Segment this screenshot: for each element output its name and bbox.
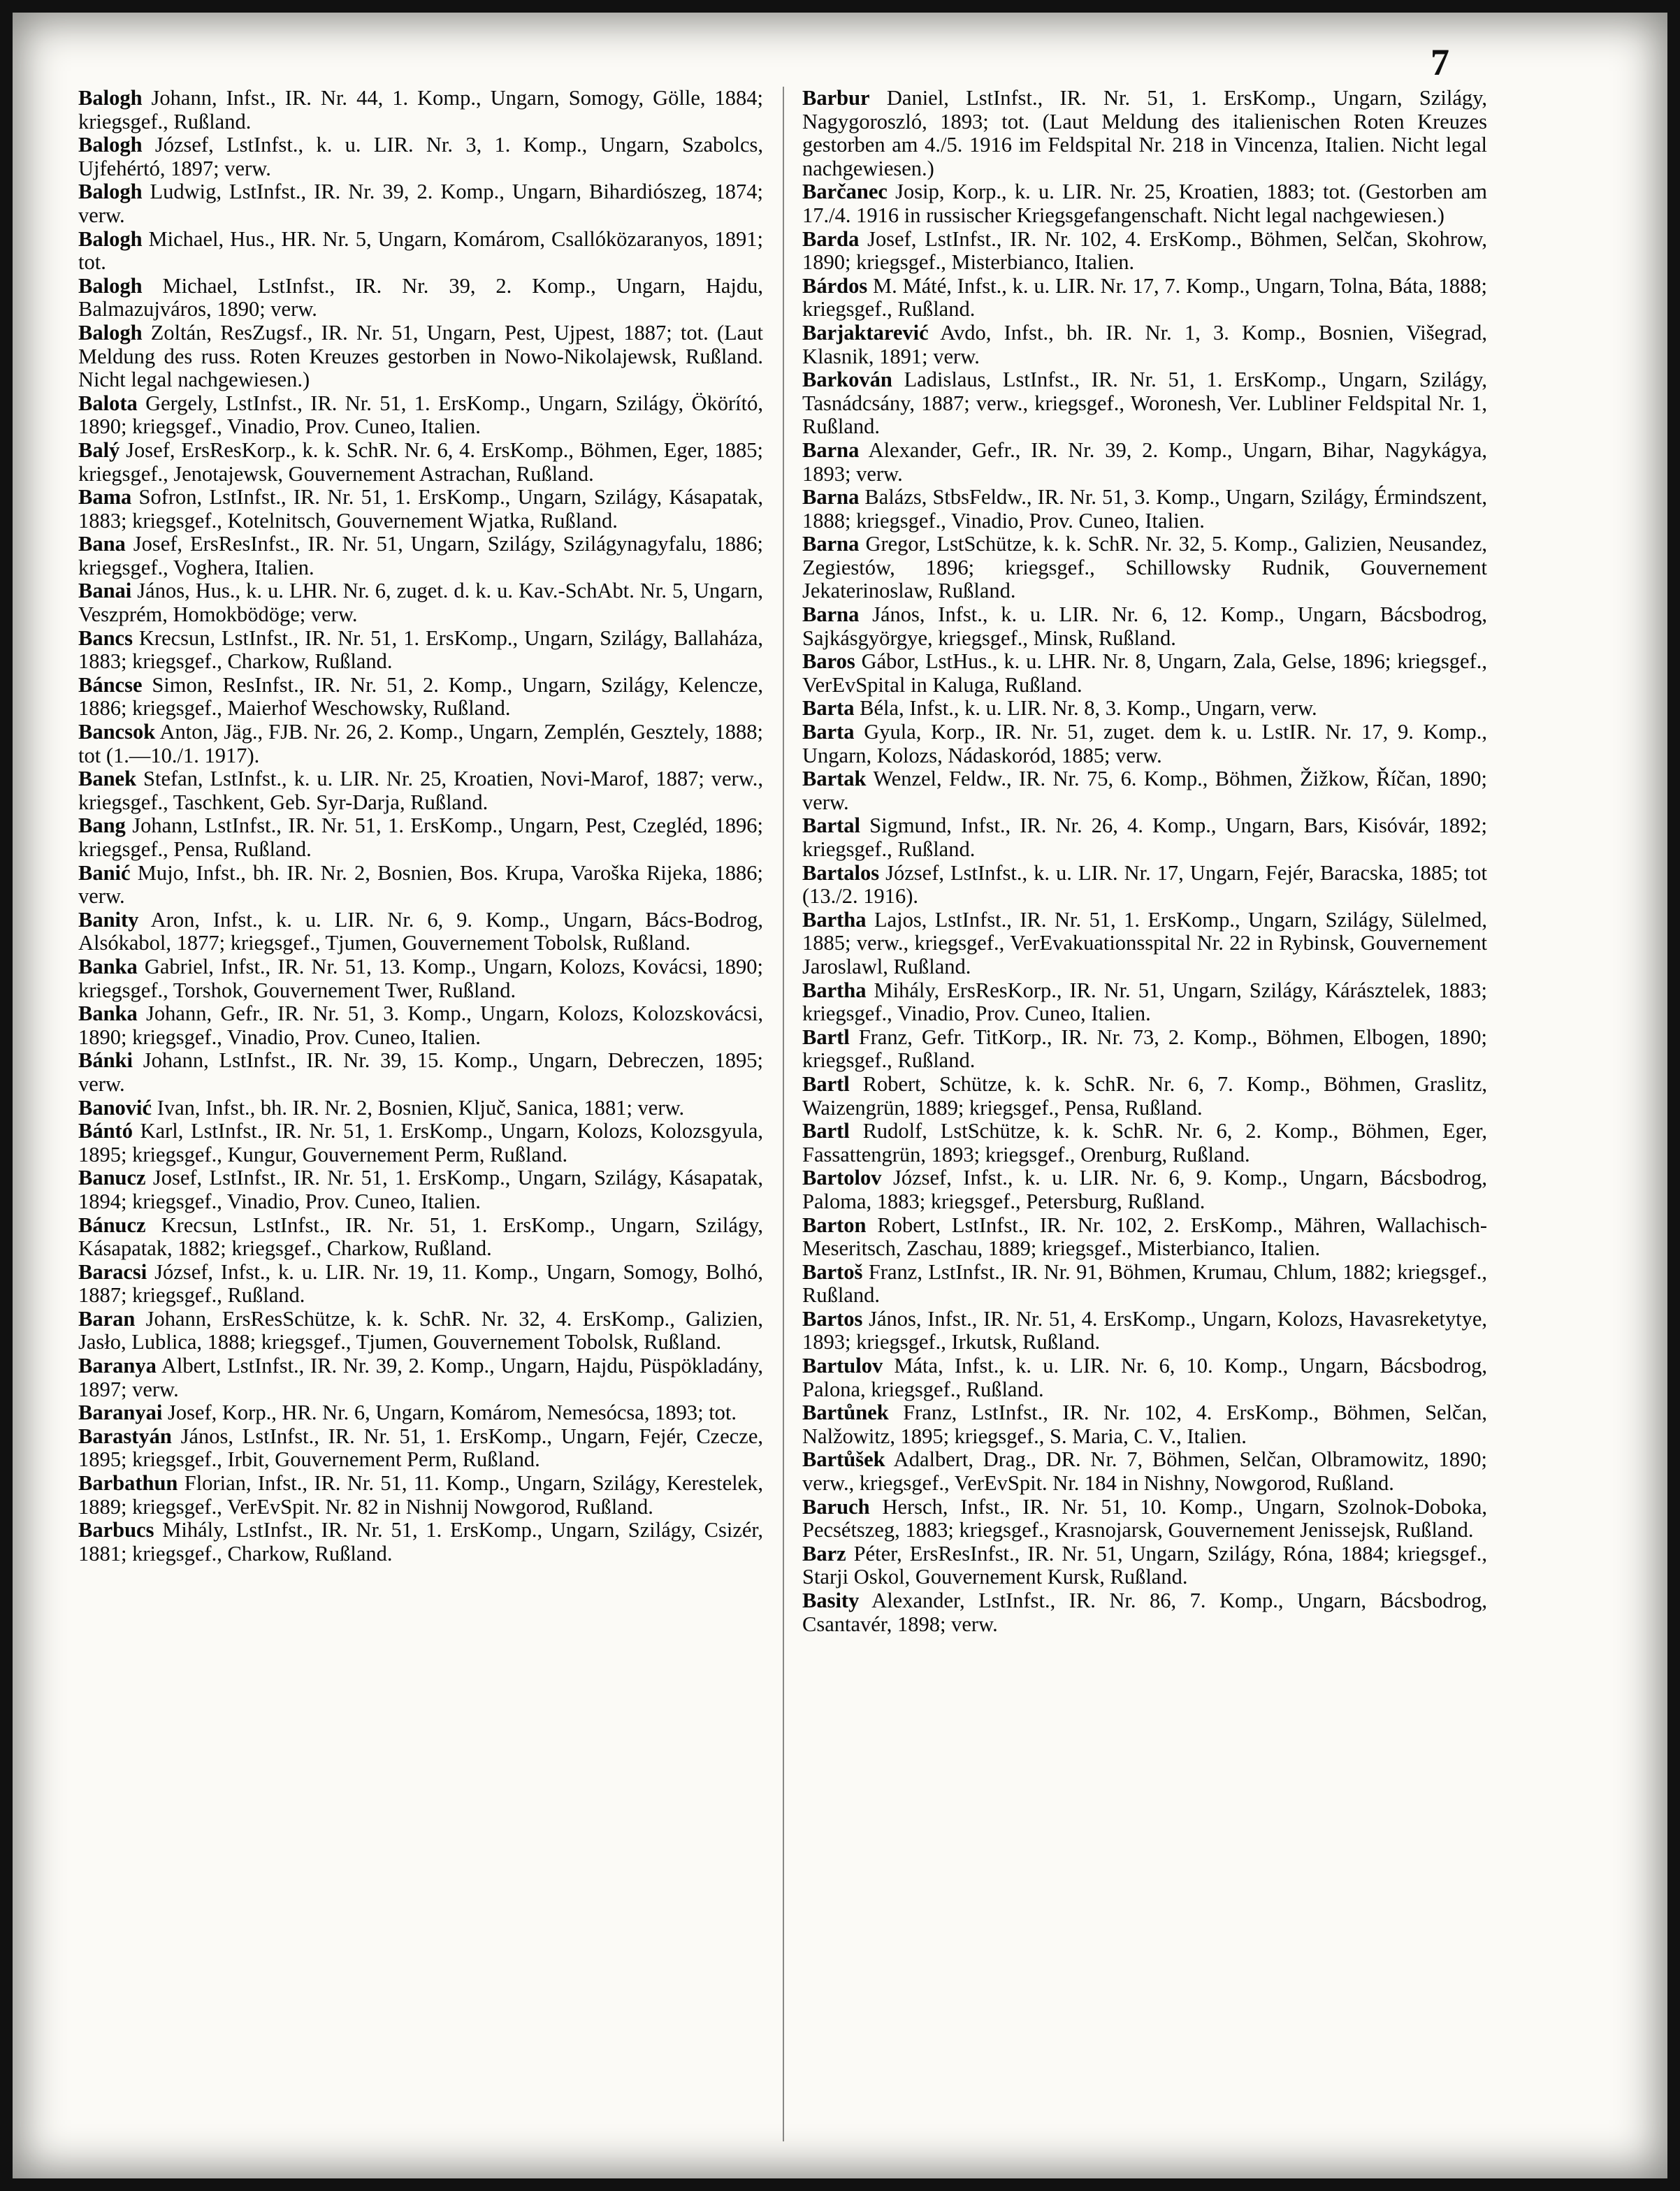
left-column (78, 87, 763, 1565)
entry-surname: Balogh (78, 273, 143, 298)
casualty-entry (78, 275, 763, 321)
casualty-entry (78, 1519, 763, 1565)
entry-surname: Bartha (802, 907, 867, 932)
casualty-entry (78, 1354, 763, 1401)
entry-surname: Bántó (78, 1119, 133, 1143)
casualty-entry (78, 133, 763, 180)
entry-surname: Baros (802, 649, 855, 674)
entry-details: Johann, Gefr., IR. Nr. 51, 3. Komp., Ungarn, Kolozs, Kolozskovácsi, 1890; kriegsgef., Vinadio, Prov. Cuneo, Italien. (78, 1002, 763, 1049)
entry-details: Wenzel, Feldw., IR. Nr. 75, 6. Komp., Böhmen, Žižkow, Říčan, 1890; verw. (802, 767, 1487, 814)
entry-surname: Bartal (802, 814, 861, 838)
casualty-entry (802, 1401, 1487, 1448)
casualty-entry (78, 579, 763, 626)
entry-surname: Balogh (78, 320, 143, 345)
entry-details: Franz, LstInfst., IR. Nr. 102, 4. ErsKomp., Böhmen, Selčan, Nalžowitz, 1895; kriegsgef., S. Maria, C. V., Italien. (802, 1401, 1487, 1448)
casualty-entry (802, 1261, 1487, 1308)
entry-details: Rudolf, LstSchütze, k. k. SchR. Nr. 6, 2. Komp., Böhmen, Eger, Fassattengrün, 1893; kriegsgef., Orenburg, Rußland. (802, 1119, 1487, 1166)
entry-surname: Bana (78, 532, 126, 556)
entry-details: Florian, Infst., IR. Nr. 51, 11. Komp., Ungarn, Szilágy, Kerestelek, 1889; kriegsgef., VerEvSpit. Nr. 82 in Nishnij Nowgorod, Rußland. (78, 1471, 763, 1519)
casualty-entry (802, 1448, 1487, 1495)
entry-surname: Bárdos (802, 273, 868, 298)
entry-surname: Barjaktarević (802, 320, 929, 345)
entry-surname: Barz (802, 1541, 846, 1565)
casualty-entry (78, 1472, 763, 1519)
entry-surname: Barastyán (78, 1424, 172, 1448)
casualty-entry (78, 486, 763, 533)
entry-details: Krecsun, LstInfst., IR. Nr. 51, 1. ErsKomp., Ungarn, Szilágy, Kásapatak, 1882; kriegsgef., Charkow, Rußland. (78, 1213, 763, 1261)
casualty-entry (802, 979, 1487, 1026)
entry-surname: Bartůnek (802, 1401, 889, 1425)
entry-surname: Balota (78, 391, 138, 415)
entry-details: Avdo, Infst., bh. IR. Nr. 1, 3. Komp., Bosnien, Višegrad, Klasnik, 1891; verw. (802, 320, 1487, 368)
casualty-entry (78, 1261, 763, 1308)
casualty-entry (802, 650, 1487, 697)
entry-surname: Bancs (78, 626, 133, 650)
entry-details: Máta, Infst., k. u. LIR. Nr. 6, 10. Komp., Ungarn, Bácsbodrog, Palona, kriegsgef., Rußland. (802, 1354, 1487, 1401)
entry-details: Péter, ErsResInfst., IR. Nr. 51, Ungarn, Szilágy, Róna, 1884; kriegsgef., Starji Oskol, Gouvernement Kursk, Rußland. (802, 1541, 1487, 1589)
casualty-entry (78, 1214, 763, 1261)
entry-details: Lajos, LstInfst., IR. Nr. 51, 1. ErsKomp., Ungarn, Szilágy, Sülelmed, 1885; verw., kriegsgef., VerEvakuationsspital Nr. 22 in Rybinsk, Gouvernement Jaroslawl, Rußland. (802, 907, 1487, 978)
entry-surname: Barbathun (78, 1471, 178, 1496)
entry-details: Sigmund, Infst., IR. Nr. 26, 4. Komp., Ungarn, Bars, Kisóvár, 1892; kriegsgef., Rußland. (802, 814, 1487, 861)
entry-details: János, Hus., k. u. LHR. Nr. 6, zuget. d. k. u. Kav.-SchAbt. Nr. 5, Ungarn, Veszprém, Homokbödöge; verw. (78, 579, 763, 627)
casualty-entry (78, 721, 763, 767)
casualty-entry (78, 533, 763, 579)
entry-details: Josef, ErsResInfst., IR. Nr. 51, Ungarn, Szilágy, Szilágynagyfalu, 1886; kriegsgef., Voghera, Italien. (78, 532, 763, 579)
entry-details: Josef, ErsResKorp., k. k. SchR. Nr. 6, 4. ErsKomp., Böhmen, Eger, 1885; kriegsgef., Jenotajewsk, Gouvernement Astrachan, Rußland. (78, 438, 763, 486)
casualty-entry (802, 275, 1487, 321)
entry-details: János, LstInfst., IR. Nr. 51, 1. ErsKomp., Ungarn, Fejér, Czecze, 1895; kriegsgef., Irbit, Gouvernement Perm, Rußland. (78, 1424, 763, 1472)
casualty-entry (802, 1166, 1487, 1213)
entry-surname: Bartalos (802, 860, 880, 885)
entry-details: József, Infst., k. u. LIR. Nr. 19, 11. Komp., Ungarn, Somogy, Bolhó, 1887; kriegsgef., Rußland. (78, 1259, 763, 1308)
casualty-entry (78, 955, 763, 1002)
entry-surname: Banić (78, 860, 131, 885)
casualty-entry (802, 603, 1487, 650)
casualty-entry (78, 228, 763, 275)
entry-surname: Balogh (78, 87, 143, 110)
entry-surname: Banek (78, 767, 137, 791)
casualty-entry (78, 814, 763, 861)
entry-details: Karl, LstInfst., IR. Nr. 51, 1. ErsKomp., Ungarn, Kolozs, Kolozsgyula, 1895; kriegsgef., Kungur, Gouvernement Perm, Rußland. (78, 1119, 763, 1166)
entry-surname: Báncse (78, 672, 143, 697)
casualty-entry (78, 674, 763, 721)
entry-details: Gregor, LstSchütze, k. k. SchR. Nr. 32, 5. Komp., Galizien, Neusandez, Zegiestów, 1896; kriegsgef., Schillowsky Rudnik, Gouvernement Jekaterinoslaw, Rußland. (802, 532, 1487, 603)
entry-surname: Bartl (802, 1071, 850, 1096)
entry-details: Adalbert, Drag., DR. Nr. 7, Böhmen, Selčan, Olbramowitz, 1890; verw., kriegsgef., VerEvSpit. Nr. 184 in Nishny, Nowgorod, Rußland. (802, 1447, 1487, 1496)
entry-details: Michael, Hus., HR. Nr. 5, Ungarn, Komárom, Csallóközaranyos, 1891; tot. (78, 226, 763, 275)
entry-surname: Barbucs (78, 1518, 154, 1542)
entry-surname: Bartak (802, 767, 867, 791)
entry-surname: Baran (78, 1306, 136, 1331)
casualty-entry (78, 439, 763, 486)
entry-details: Hersch, Infst., IR. Nr. 51, 10. Komp., Ungarn, Szolnok-Doboka, Pecsétszeg, 1883; kriegsgef., Krasnojarsk, Gouvernement Jenissejsk, Rußland. (802, 1494, 1487, 1542)
casualty-entry (78, 1049, 763, 1096)
casualty-entry (78, 1002, 763, 1049)
entry-details: Josef, Korp., HR. Nr. 6, Ungarn, Komárom, Nemesócsa, 1893; tot. (162, 1401, 737, 1425)
casualty-entry (78, 87, 763, 133)
entry-details: Béla, Infst., k. u. LIR. Nr. 8, 3. Komp., Ungarn, verw. (854, 696, 1317, 721)
entry-details: Johann, ErsResSchütze, k. k. SchR. Nr. 32, 4. ErsKomp., Galizien, Jasło, Lublica, 1888; kriegsgef., Tjumen, Gouvernement Tobolsk, Rußland. (78, 1306, 763, 1354)
entry-surname: Baracsi (78, 1259, 147, 1284)
entry-surname: Baranya (78, 1354, 157, 1378)
casualty-entry (802, 1496, 1487, 1542)
entry-details: Ludwig, LstInfst., IR. Nr. 39, 2. Komp., Ungarn, Bihardiószeg, 1874; verw. (78, 180, 763, 227)
entry-details: Aron, Infst., k. u. LIR. Nr. 6, 9. Komp., Ungarn, Bács-Bodrog, Alsókabol, 1877; kriegsgef., Tjumen, Gouvernement Tobolsk, Rußland. (78, 907, 763, 955)
entry-details: János, Infst., IR. Nr. 51, 4. ErsKomp., Ungarn, Kolozs, Havasreketytye, 1893; kriegsgef., Irkutsk, Rußland. (802, 1306, 1487, 1354)
entry-surname: Banka (78, 954, 138, 978)
casualty-entry (802, 228, 1487, 275)
entry-surname: Banucz (78, 1166, 146, 1190)
casualty-entry (802, 909, 1487, 979)
entry-details: Robert, Schütze, k. k. SchR. Nr. 6, 7. Komp., Böhmen, Graslitz, Waizengrün, 1889; kriegsgef., Pensa, Rußland. (802, 1071, 1487, 1120)
entry-details: Alexander, LstInfst., IR. Nr. 86, 7. Komp., Ungarn, Bácsbodrog, Csantavér, 1898; verw. (802, 1589, 1487, 1636)
entry-surname: Barna (802, 485, 860, 509)
casualty-entry (802, 721, 1487, 767)
entry-details: Simon, ResInfst., IR. Nr. 51, 2. Komp., Ungarn, Szilágy, Kelencze, 1886; kriegsgef., Maierhof Weschowsky, Rußland. (78, 672, 763, 721)
casualty-entry (78, 1425, 763, 1472)
entry-surname: Banity (78, 907, 139, 932)
entry-details: Johann, LstInfst., IR. Nr. 51, 1. ErsKomp., Ungarn, Pest, Czegléd, 1896; kriegsgef., Pensa, Rußland. (78, 814, 763, 861)
entry-surname: Barta (802, 720, 855, 744)
casualty-entry (78, 1097, 763, 1120)
entry-details: Mujo, Infst., bh. IR. Nr. 2, Bosnien, Bos. Krupa, Varoška Rijeka, 1886; verw. (78, 860, 763, 909)
casualty-entry (78, 1120, 763, 1166)
entry-details: Franz, Gefr. TitKorp., IR. Nr. 73, 2. Komp., Böhmen, Elbogen, 1890; kriegsgef., Rußland. (802, 1025, 1487, 1073)
casualty-entry (78, 1308, 763, 1354)
entry-details: Johann, LstInfst., IR. Nr. 39, 15. Komp., Ungarn, Debreczen, 1895; verw. (78, 1048, 763, 1096)
entry-surname: Bartoš (802, 1259, 863, 1284)
entry-surname: Balogh (78, 180, 143, 204)
entry-details: Alexander, Gefr., IR. Nr. 39, 2. Komp., Ungarn, Bihar, Nagykágya, 1893; verw. (802, 438, 1487, 486)
entry-details: Robert, LstInfst., IR. Nr. 102, 2. ErsKomp., Mähren, Wallachisch-Meseritsch, Zaschau, 1889; kriegsgef., Misterbianco, Italien. (802, 1213, 1487, 1261)
entry-surname: Balogh (78, 133, 143, 157)
casualty-entry (802, 180, 1487, 227)
entry-details: József, LstInfst., k. u. LIR. Nr. 17, Ungarn, Fejér, Baracska, 1885; tot (13./2. 1916). (802, 860, 1487, 909)
entry-surname: Bartůšek (802, 1447, 885, 1472)
entry-details: Gyula, Korp., IR. Nr. 51, zuget. dem k. u. LstIR. Nr. 17, 9. Komp., Ungarn, Kolozs, Nádaskoród, 1885; verw. (802, 720, 1487, 767)
entry-details: Mihály, ErsResKorp., IR. Nr. 51, Ungarn, Szilágy, Kárásztelek, 1883; kriegsgef., Vinadio, Prov. Cuneo, Italien. (802, 978, 1487, 1026)
entry-surname: Barta (802, 696, 855, 721)
right-column (802, 87, 1487, 1636)
casualty-entry (802, 1120, 1487, 1166)
entry-surname: Bánucz (78, 1213, 146, 1237)
entry-details: József, LstInfst., k. u. LIR. Nr. 3, 1. Komp., Ungarn, Szabolcs, Ujfehértó, 1897; verw. (78, 133, 763, 180)
entry-surname: Bancsok (78, 720, 156, 744)
entry-surname: Bartulov (802, 1354, 883, 1378)
entry-details: Balázs, StbsFeldw., IR. Nr. 51, 3. Komp., Ungarn, Szilágy, Érmindszent, 1888; kriegsgef., Vinadio, Prov. Cuneo, Italien. (802, 485, 1487, 533)
casualty-entry (802, 862, 1487, 909)
entry-surname: Barna (802, 602, 860, 627)
casualty-entry (78, 862, 763, 909)
entry-surname: Baruch (802, 1494, 870, 1519)
casualty-entry (802, 368, 1487, 439)
entry-details: Albert, LstInfst., IR. Nr. 39, 2. Komp., Ungarn, Hajdu, Püspökladány, 1897; verw. (78, 1354, 763, 1401)
entry-surname: Balogh (78, 226, 143, 251)
casualty-entry (802, 1354, 1487, 1401)
entry-surname: Bartolov (802, 1166, 882, 1190)
entry-surname: Bama (78, 485, 132, 509)
entry-details: Josef, LstInfst., IR. Nr. 102, 4. ErsKomp., Böhmen, Selčan, Skohrow, 1890; kriegsgef., Misterbianco, Italien. (802, 226, 1487, 275)
entry-surname: Balý (78, 438, 120, 462)
entry-details: Daniel, LstInfst., IR. Nr. 51, 1. ErsKomp., Ungarn, Szilágy, Nagygoroszló, 1893; tot. (Laut Meldung des italienischen Roten Kreuzes gestorben am 4./5. 1916 im Feldspital Nr. 218 in Vincenza, Italien. Nicht legal nachgewiesen.) (802, 87, 1487, 180)
entry-details: Anton, Jäg., FJB. Nr. 26, 2. Komp., Ungarn, Zemplén, Gesztely, 1888; tot (1.—10./1. 1917). (78, 720, 763, 767)
casualty-entry (78, 627, 763, 674)
casualty-entry (802, 486, 1487, 533)
entry-surname: Barna (802, 532, 860, 556)
casualty-entry (802, 814, 1487, 861)
casualty-entry (78, 1401, 763, 1425)
casualty-entry (78, 392, 763, 439)
entry-details: János, Infst., k. u. LIR. Nr. 6, 12. Komp., Ungarn, Bácsbodrog, Sajkásgyörgye, kriegsgef., Minsk, Rußland. (802, 602, 1487, 650)
column-divider (783, 87, 784, 2141)
casualty-entry (802, 439, 1487, 486)
casualty-entry (802, 1308, 1487, 1354)
entry-surname: Bartos (802, 1306, 863, 1331)
casualty-entry (802, 697, 1487, 721)
entry-surname: Bang (78, 814, 126, 838)
casualty-entry (802, 87, 1487, 180)
entry-details: Franz, LstInfst., IR. Nr. 91, Böhmen, Krumau, Chlum, 1882; kriegsgef., Rußland. (802, 1259, 1487, 1308)
entry-details: Josef, LstInfst., IR. Nr. 51, 1. ErsKomp., Ungarn, Szilágy, Kásapatak, 1894; kriegsgef., Vinadio, Prov. Cuneo, Italien. (78, 1166, 763, 1213)
casualty-entry (802, 1589, 1487, 1636)
casualty-entry (802, 533, 1487, 603)
casualty-entry (78, 909, 763, 955)
entry-surname: Bartha (802, 978, 867, 1002)
casualty-entry (78, 180, 763, 227)
entry-details: Gergely, LstInfst., IR. Nr. 51, 1. ErsKomp., Ungarn, Szilágy, Ökörító, 1890; kriegsgef., Vinadio, Prov. Cuneo, Italien. (78, 391, 763, 439)
entry-details: Sofron, LstInfst., IR. Nr. 51, 1. ErsKomp., Ungarn, Szilágy, Kásapatak, 1883; kriegsgef., Kotelnitsch, Gouvernement Wjatka, Rußland. (78, 485, 763, 533)
page-number: 7 (1431, 41, 1449, 83)
entry-surname: Banai (78, 579, 132, 603)
entry-details: Ivan, Infst., bh. IR. Nr. 2, Bosnien, Ključ, Sanica, 1881; verw. (152, 1095, 685, 1120)
entry-surname: Barton (802, 1213, 867, 1237)
entry-details: M. Máté, Infst., k. u. LIR. Nr. 17, 7. Komp., Ungarn, Tolna, Báta, 1888; kriegsgef., Rußland. (802, 273, 1487, 321)
entry-surname: Bánki (78, 1048, 133, 1073)
entry-surname: Barda (802, 226, 860, 251)
entry-surname: Banović (78, 1095, 152, 1120)
entry-details: Gábor, LstHus., k. u. LHR. Nr. 8, Ungarn, Zala, Gelse, 1896; kriegsgef., VerEvSpital in Kaluga, Rußland. (802, 649, 1487, 697)
entry-surname: Bartl (802, 1119, 850, 1143)
entry-details: Krecsun, LstInfst., IR. Nr. 51, 1. ErsKomp., Ungarn, Szilágy, Ballaháza, 1883; kriegsgef., Charkow, Rußland. (78, 626, 763, 674)
casualty-entry (802, 767, 1487, 814)
entry-surname: Basity (802, 1589, 860, 1612)
entry-details: Josip, Korp., k. u. LIR. Nr. 25, Kroatien, 1883; tot. (Gestorben am 17./4. 1916 in russischer Kriegsgefangenschaft. Nicht legal nachgewiesen.) (802, 180, 1487, 227)
casualty-entry (78, 767, 763, 814)
casualty-entry (802, 1214, 1487, 1261)
entry-surname: Barbur (802, 87, 870, 110)
casualty-entry (802, 1073, 1487, 1120)
entry-details: Michael, LstInfst., IR. Nr. 39, 2. Komp., Ungarn, Hajdu, Balmazujváros, 1890; verw. (78, 273, 763, 321)
entry-details: Ladislaus, LstInfst., IR. Nr. 51, 1. ErsKomp., Ungarn, Szilágy, Tasnádcsány, 1887; verw., kriegsgef., Woronesh, Ver. Lubliner Feldspital Nr. 1, Rußland. (802, 368, 1487, 439)
entry-details: József, Infst., k. u. LIR. Nr. 6, 9. Komp., Ungarn, Bácsbodrog, Paloma, 1883; kriegsgef., Petersburg, Rußland. (802, 1166, 1487, 1213)
entry-surname: Banka (78, 1002, 138, 1026)
entry-details: Stefan, LstInfst., k. u. LIR. Nr. 25, Kroatien, Novi-Marof, 1887; verw., kriegsgef., Taschkent, Geb. Syr-Darja, Rußland. (78, 767, 763, 814)
entry-details: Gabriel, Infst., IR. Nr. 51, 13. Komp., Ungarn, Kolozs, Kovácsi, 1890; kriegsgef., Torshok, Gouvernement Twer, Rußland. (78, 954, 763, 1002)
entry-details: Johann, Infst., IR. Nr. 44, 1. Komp., Ungarn, Somogy, Gölle, 1884; kriegsgef., Rußland. (78, 87, 763, 133)
casualty-entry (802, 1026, 1487, 1073)
casualty-entry (78, 1166, 763, 1213)
casualty-entry (802, 1542, 1487, 1589)
entry-surname: Bartl (802, 1025, 850, 1049)
entry-surname: Barčanec (802, 180, 888, 204)
entry-surname: Baranyai (78, 1401, 163, 1425)
entry-surname: Barna (802, 438, 860, 462)
casualty-entry (802, 321, 1487, 368)
entry-details: Mihály, LstInfst., IR. Nr. 51, 1. ErsKomp., Ungarn, Szilágy, Csizér, 1881; kriegsgef., Charkow, Rußland. (78, 1518, 763, 1565)
entry-details: Zoltán, ResZugsf., IR. Nr. 51, Ungarn, Pest, Ujpest, 1887; tot. (Laut Meldung des russ. Roten Kreuzes gestorben in Nowo-Nikolajewsk, Rußland. Nicht legal nachgewiesen.) (78, 320, 763, 392)
entry-surname: Barkován (802, 368, 892, 392)
casualty-entry (78, 321, 763, 392)
